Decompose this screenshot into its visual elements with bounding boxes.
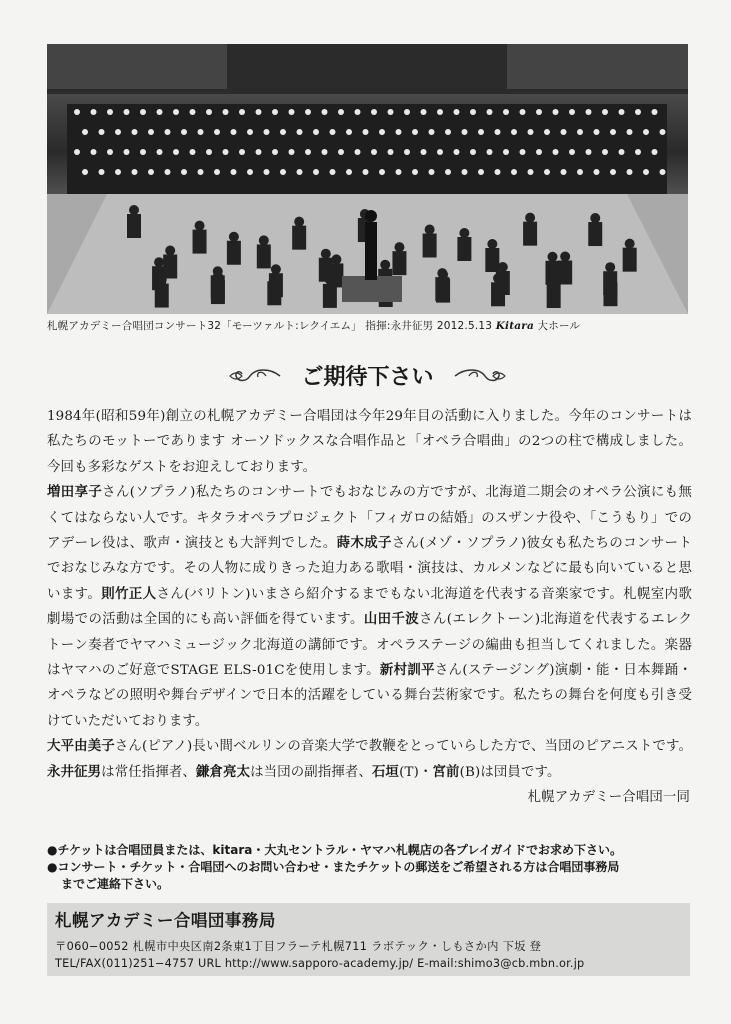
staff-paragraph — [47, 734, 692, 785]
staff-name: 宮前 — [432, 764, 460, 780]
ticket-note: ●チケットは合唱団員または、kitara・大丸セントラル・ヤマハ札幌店の各プレイガイドでお求め下さい。 — [47, 843, 623, 857]
body-text — [47, 404, 692, 811]
caption-venue-suffix: 大ホール — [534, 320, 581, 332]
staff-name: 大平由美子 — [47, 739, 115, 755]
photo-caption — [47, 318, 707, 333]
staff-desc: (T)・ — [399, 764, 433, 780]
office-address: 〒060−0052 札幌市中央区南2条東1丁目フラーテ札幌711 ラボテック・しもさか内 下坂 登 — [55, 940, 542, 953]
staff-desc: さん(ピアノ)長い間ベルリンの音楽大学で教鞭をとっていらした方で、当団のピアニストです。 — [114, 739, 692, 755]
guest-name: 蒔木成子 — [336, 536, 392, 552]
guest-paragraph — [47, 480, 692, 734]
staff-desc: は常任指揮者、 — [101, 764, 196, 780]
staff-name: 永井征男 — [47, 764, 102, 780]
guest-desc: さん(バリトン)いまさら紹介するまでもない北海道を代表する音楽家です。札幌室内歌劇場での活動は全国的にも高い評価を得ています。 — [47, 586, 692, 628]
concert-photo — [47, 44, 688, 314]
guest-desc: さん(ステージング)演劇・能・日本舞踊・オペラなどの照明や舞台デザインで日本的活躍をしている舞台芸術家です。私たちの舞台を何度も引き受けていただいております。 — [47, 663, 693, 729]
inquiry-note-cont: までご連絡下さい。 — [61, 877, 170, 891]
right-ornament-icon — [453, 366, 509, 386]
inquiry-note: ●コンサート・チケット・合唱団へのお問い合わせ・またチケットの郵送をご希望される方は合唱団事務局 — [47, 860, 620, 874]
office-contact: TEL/FAX(011)251−4757 URL http://www.sapporo-academy.jp/ E-mail:shimo3@cb.mbn.or.jp — [55, 957, 585, 970]
caption-venue: Kitara — [495, 320, 534, 332]
caption-text: 札幌アカデミー合唱団コンサート32「モーツァルト:レクイエム」 指揮:永井征男 2012.5.13 — [47, 320, 496, 332]
staff-desc: は当団の副指揮者、 — [250, 764, 373, 780]
staff-name: 石垣 — [372, 764, 400, 780]
heading-row — [47, 360, 688, 391]
concert-photo-illustration — [47, 44, 688, 314]
guest-desc: さん(メゾ・ソプラノ)彼女も私たちのコンサートでおなじみな方です。その人物に成りきった迫力ある歌唱・演技は、カルメンなどに最も向いていると思います。 — [47, 536, 692, 602]
signature: 札幌アカデミー合唱団一同 — [527, 790, 690, 806]
guest-desc: さん(ソプラノ)私たちのコンサートでもおなじみの方ですが、北海道二期会のオペラ公演にも無くてはならない人です。キタラオペラプロジェクト「フィガロの結婚」のスザンナ役や、「こうもり」でのアデーレ役は、歌声・演技とも大評判でした。 — [47, 485, 692, 552]
guest-desc: さん(エレクトーン)北海道を代表するエレクトーン奏者でヤマハミュージック北海道の講師です。オペラステージの編曲も担当してくれました。楽器はヤマハのご好意でSTAGE ELS-01Cを使用します。 — [47, 612, 692, 679]
staff-desc: (B)は団員です。 — [459, 764, 561, 780]
intro-paragraph: 1984年(昭和59年)創立の札幌アカデミー合唱団は今年29年目の活動に入りました。今年のコンサートは私たちのモットーであります オーソドックスな合唱作品と「オペラ合唱曲」の2つの柱で構成しました。今回も多彩なゲストをお迎えしております。 — [47, 409, 692, 475]
office-box — [47, 903, 690, 976]
staff-name: 鎌倉亮太 — [195, 764, 251, 780]
ticket-notes — [47, 842, 707, 893]
guest-name: 増田享子 — [47, 485, 103, 501]
left-ornament-icon — [226, 366, 282, 386]
page-heading: ご期待下さい — [301, 365, 434, 390]
office-name: 札幌アカデミー合唱団事務局 — [55, 911, 276, 930]
guest-name: 則竹正人 — [101, 586, 157, 602]
guest-name: 新村訓平 — [379, 663, 435, 679]
guest-name: 山田千波 — [363, 612, 420, 628]
